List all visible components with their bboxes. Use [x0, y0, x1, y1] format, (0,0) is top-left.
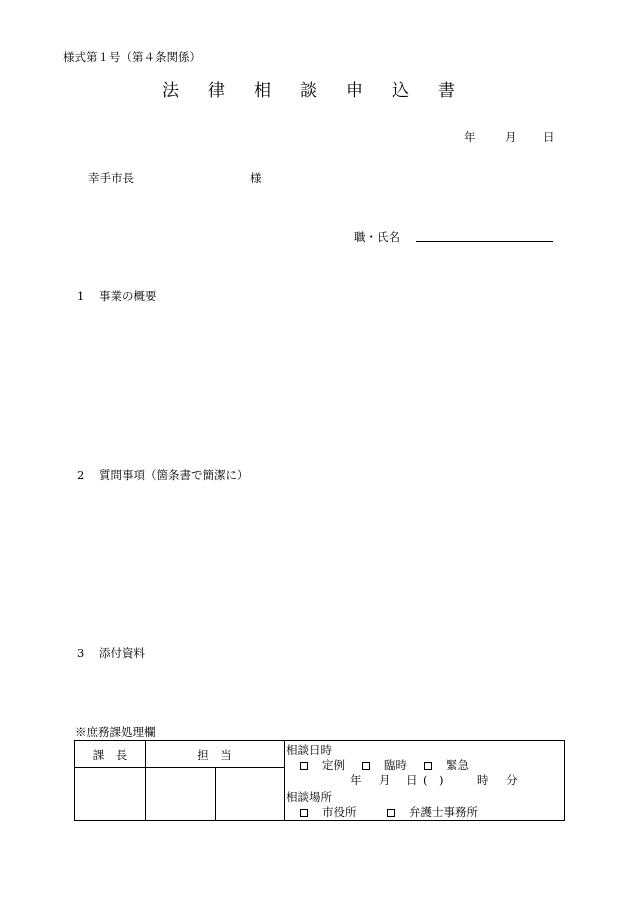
section-number: 3 [77, 646, 85, 660]
table-divider [284, 741, 285, 820]
title-char: 律 [208, 81, 225, 101]
date-month-label: 月 [505, 130, 517, 144]
title-char: 込 [392, 81, 409, 101]
table-divider [75, 767, 284, 768]
consult-datetime-fields [350, 772, 518, 788]
consult-datetime-label: 相談日時 [286, 743, 332, 757]
addressee-honorific: 様 [250, 171, 262, 185]
section-attachments [77, 645, 145, 661]
datetime-day-label: 日 [406, 773, 418, 787]
datetime-hour-label: 時 [477, 773, 489, 787]
document-title [162, 76, 484, 101]
addressee-name: 幸手市長 [88, 171, 134, 185]
chief-header: 課 長 [92, 748, 128, 762]
title-char: 談 [300, 81, 317, 101]
date-line [464, 129, 555, 145]
section-number: 2 [77, 468, 85, 482]
section-number: 1 [77, 289, 85, 303]
consult-type-urgent[interactable]: 緊急 [424, 757, 469, 773]
section-business-overview [77, 288, 157, 304]
datetime-weekday-label: ( ) [423, 773, 444, 787]
table-divider [215, 767, 216, 820]
section-label: 添付資料 [99, 646, 145, 660]
consult-type-temporary[interactable]: 臨時 [362, 757, 424, 773]
place-city-hall[interactable]: 市役所 [300, 804, 387, 820]
office-use-table [74, 740, 565, 821]
date-day-label: 日 [543, 130, 555, 144]
consult-place-label: 相談場所 [286, 790, 332, 804]
consult-type-options [300, 757, 469, 773]
section-label: 事業の概要 [99, 289, 157, 303]
section-questions [77, 467, 249, 483]
applicant-name-line[interactable] [416, 241, 553, 242]
title-char: 申 [346, 81, 363, 101]
form-number: 様式第１号（第４条関係） [63, 50, 201, 64]
consult-place-options [300, 804, 478, 820]
checkbox[interactable] [300, 762, 308, 770]
consult-type-regular[interactable]: 定例 [300, 757, 362, 773]
title-char: 法 [162, 81, 179, 101]
place-law-office[interactable]: 弁護士事務所 [387, 804, 478, 820]
datetime-year-label: 年 [350, 773, 362, 787]
datetime-month-label: 月 [379, 773, 391, 787]
applicant-name-label: 職・氏名 [354, 230, 400, 244]
datetime-minute-label: 分 [506, 773, 518, 787]
checkbox[interactable] [300, 809, 308, 817]
date-year-label: 年 [464, 130, 476, 144]
checkbox[interactable] [424, 762, 432, 770]
checkbox[interactable] [362, 762, 370, 770]
section-label: 質問事項（箇条書で簡潔に） [99, 468, 249, 482]
staff-header: 担 当 [197, 748, 232, 762]
title-char: 書 [438, 81, 455, 101]
checkbox[interactable] [387, 809, 395, 817]
title-char: 相 [254, 81, 271, 101]
office-use-label: ※庶務課処理欄 [75, 725, 156, 739]
